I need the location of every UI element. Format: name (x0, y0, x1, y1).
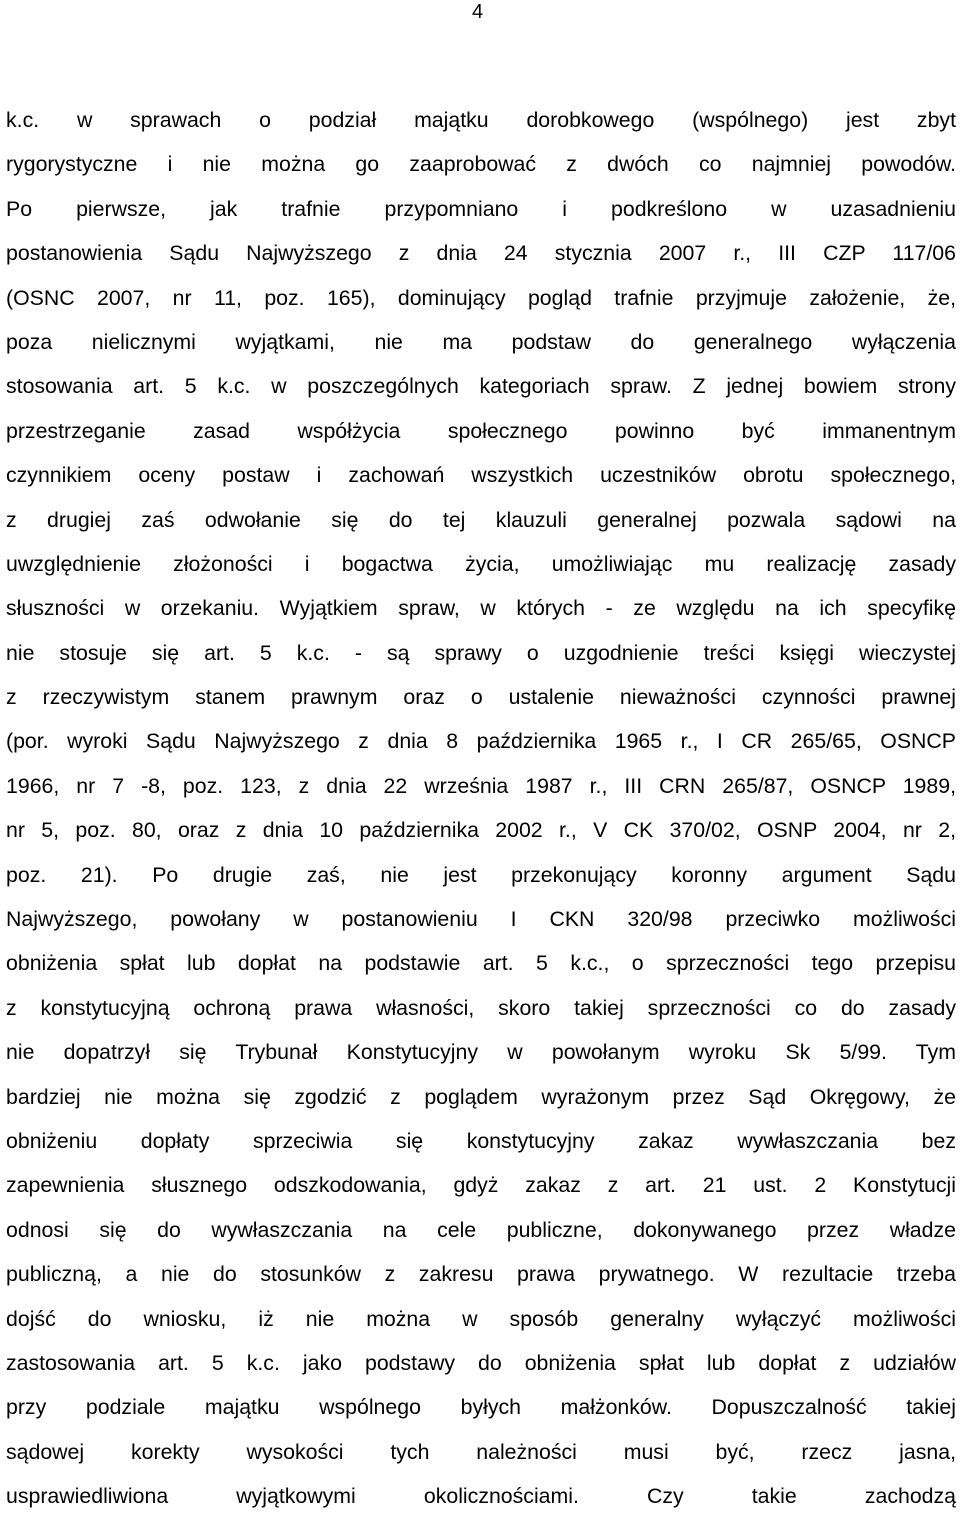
text-line: przy podziale majątku wspólnego byłych małżonków. Dopuszczalność takiej (6, 1395, 956, 1420)
text-line: z konstytucyjną ochroną prawa własności, skoro takiej sprzeczności co do zasady (6, 995, 956, 1020)
text-line: nie stosuje się art. 5 k.c. - są sprawy o uzgodnienie treści księgi wieczystej (6, 640, 956, 665)
text-line: usprawiedliwiona wyjątkowymi okolicznościami. Czy takie zachodzą (6, 1484, 956, 1509)
page-number: 4 (472, 1, 484, 23)
text-line: stosowania art. 5 k.c. w poszczególnych kategoriach spraw. Z jednej bowiem strony (6, 374, 956, 399)
text-line: Po pierwsze, jak trafnie przypomniano i podkreślono w uzasadnieniu (6, 196, 956, 221)
text-line: 1966, nr 7 -8, poz. 123, z dnia 22 września 1987 r., III CRN 265/87, OSNCP 1989, (6, 773, 956, 798)
text-line: zastosowania art. 5 k.c. jako podstawy do obniżenia spłat lub dopłat z udziałów (6, 1350, 956, 1375)
text-line: obniżeniu dopłaty sprzeciwia się konstytucyjny zakaz wywłaszczania bez (6, 1128, 956, 1153)
text-line: (OSNC 2007, nr 11, poz. 165), dominujący pogląd trafnie przyjmuje założenie, że, (6, 285, 956, 310)
text-line: słuszności w orzekaniu. Wyjątkiem spraw, w których - ze względu na ich specyfikę (6, 596, 956, 621)
text-line: z drugiej zaś odwołanie się do tej klauzuli generalnej pozwala sądowi na (6, 507, 956, 532)
text-line: Najwyższego, powołany w postanowieniu I CKN 320/98 przeciwko możliwości (6, 907, 956, 932)
text-line: sądowej korekty wysokości tych należności musi być, rzecz jasna, (6, 1439, 956, 1464)
text-line: zapewnienia słusznego odszkodowania, gdyż zakaz z art. 21 ust. 2 Konstytucji (6, 1173, 956, 1198)
text-line: obniżenia spłat lub dopłat na podstawie art. 5 k.c., o sprzeczności tego przepisu (6, 951, 956, 976)
text-line: z rzeczywistym stanem prawnym oraz o ustalenie nieważności czynności prawnej (6, 685, 956, 710)
text-line: poza nielicznymi wyjątkami, nie ma podstaw do generalnego wyłączenia (6, 329, 956, 354)
text-line: bardziej nie można się zgodzić z poglądem wyrażonym przez Sąd Okręgowy, że (6, 1084, 956, 1109)
text-line: uwzględnienie złożoności i bogactwa życia, umożliwiając mu realizację zasady (6, 551, 956, 576)
text-line: publiczną, a nie do stosunków z zakresu prawa prywatnego. W rezultacie trzeba (6, 1262, 956, 1287)
text-line: nie dopatrzył się Trybunał Konstytucyjny w powołanym wyroku Sk 5/99. Tym (6, 1040, 956, 1065)
text-line: czynnikiem oceny postaw i zachowań wszystkich uczestników obrotu społecznego, (6, 463, 956, 488)
text-line: dojść do wniosku, iż nie można w sposób generalny wyłączyć możliwości (6, 1306, 956, 1331)
text-line: rygorystyczne i nie można go zaaprobować z dwóch co najmniej powodów. (6, 152, 956, 177)
body-text (6, 98, 956, 1519)
text-line: k.c. w sprawach o podział majątku dorobkowego (wspólnego) jest zbyt (6, 108, 956, 132)
text-line: poz. 21). Po drugie zaś, nie jest przekonujący koronny argument Sądu (6, 862, 956, 887)
text-line: nr 5, poz. 80, oraz z dnia 10 października 2002 r., V CK 370/02, OSNP 2004, nr 2, (6, 818, 956, 843)
text-line: (por. wyroki Sądu Najwyższego z dnia 8 października 1965 r., I CR 265/65, OSNCP (6, 729, 956, 754)
text-line: przestrzeganie zasad współżycia społecznego powinno być immanentnym (6, 418, 956, 443)
text-line: odnosi się do wywłaszczania na cele publiczne, dokonywanego przez władze (6, 1217, 956, 1242)
text-line: postanowienia Sądu Najwyższego z dnia 24 stycznia 2007 r., III CZP 117/06 (6, 241, 956, 266)
